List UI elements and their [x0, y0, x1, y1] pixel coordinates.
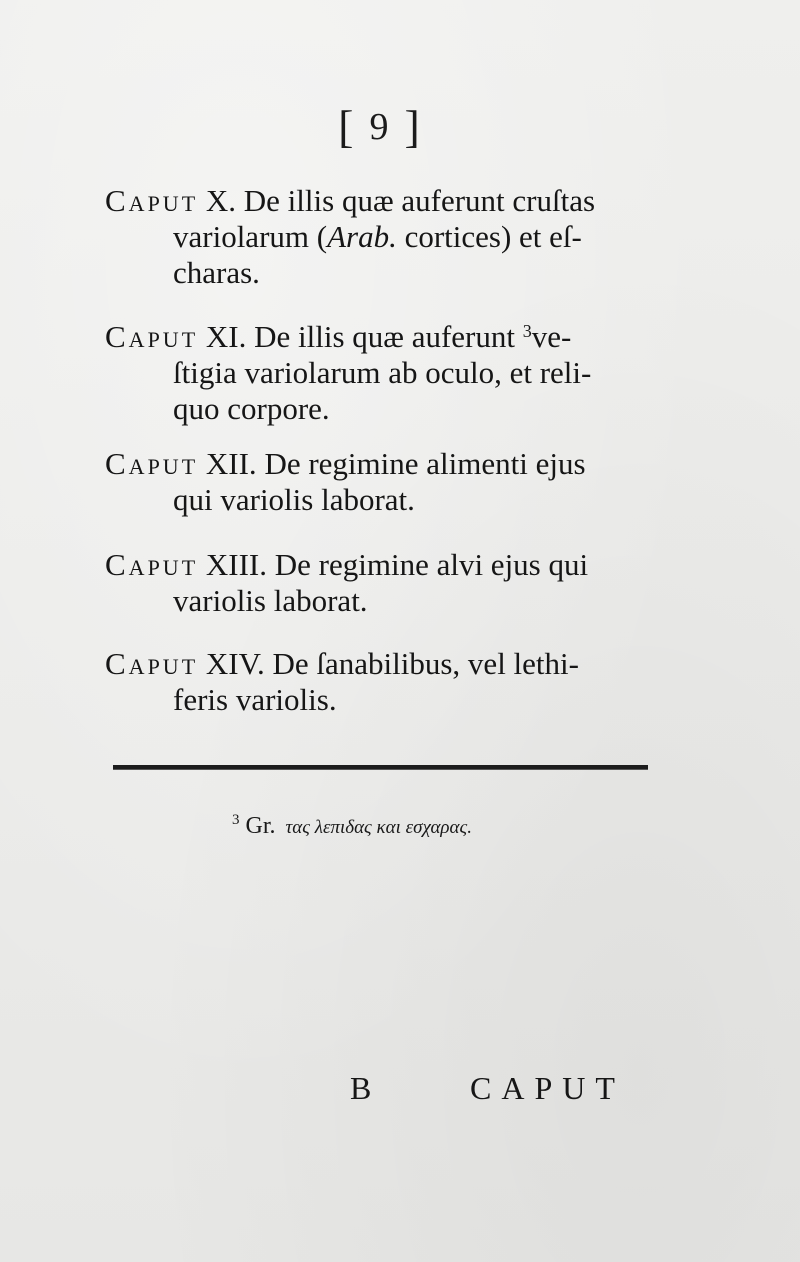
chapter-entry-line: feris variolis.: [173, 682, 337, 717]
caput-label: Caput: [105, 183, 199, 218]
signature-mark: B: [350, 1070, 372, 1106]
footnote-rule: [113, 765, 648, 770]
caput-label: Caput: [105, 547, 199, 582]
left-bracket: [: [338, 101, 356, 152]
chapter-entry-line: charas.: [173, 255, 260, 290]
chapter-entry-line: ſtigia variolarum ab oculo, et reli-: [173, 355, 592, 390]
chapter-title-text: De ſanabilibus, vel lethi-: [272, 646, 579, 681]
chapter-numeral: XII.: [205, 446, 257, 481]
chapter-entry-line: [105, 446, 655, 482]
chapter-entry-line: [105, 646, 655, 682]
chapter-entry-line: qui variolis laborat.: [173, 482, 415, 517]
chapter-entry-xii: [105, 446, 655, 518]
chapter-title-text: De regimine alimenti ejus: [264, 446, 586, 481]
page-number-value: 9: [369, 106, 391, 148]
chapter-title-text: cortices) et eſ-: [396, 219, 582, 254]
chapter-title-text: De illis quæ auferunt cruſtas: [243, 183, 596, 218]
chapter-title-italic: Arab.: [327, 219, 397, 254]
caput-label: Caput: [105, 446, 199, 481]
chapter-numeral: X.: [205, 183, 237, 218]
chapter-numeral: XIII.: [205, 547, 267, 582]
chapter-title-text: variolarum (: [173, 219, 328, 254]
chapter-entry-xiii: [105, 547, 655, 619]
chapter-numeral: XI.: [205, 319, 247, 354]
caput-label: Caput: [105, 319, 199, 354]
chapter-entry-x: [105, 183, 655, 291]
footnote-label: Gr.: [245, 813, 276, 839]
chapter-numeral: XIV.: [205, 646, 265, 681]
footnote-mark: 3: [232, 812, 240, 828]
chapter-entry-line: [105, 219, 655, 255]
right-bracket: ]: [404, 101, 422, 152]
chapter-title-text: De regimine alvi ejus qui: [274, 547, 589, 582]
chapter-entry-xiv: [105, 646, 655, 718]
footnote: [232, 812, 632, 840]
chapter-entry-line: variolis laborat.: [173, 583, 368, 618]
footnote-greek-text: τας λεπιδας και εσχαρας.: [285, 817, 472, 838]
chapter-title-text: De illis quæ auferunt: [254, 319, 523, 354]
chapter-entry-line: [105, 547, 655, 583]
catchword: CAPUT: [470, 1070, 625, 1106]
chapter-entry-line: [105, 183, 655, 219]
chapter-title-text: ve-: [531, 319, 572, 354]
chapter-entry-line: [105, 313, 655, 355]
footnote-reference: 3: [522, 321, 532, 341]
caput-label: Caput: [105, 646, 199, 681]
chapter-entry-line: quo corpore.: [173, 391, 330, 426]
page-number: [300, 100, 460, 153]
chapter-entry-xi: [105, 313, 655, 427]
